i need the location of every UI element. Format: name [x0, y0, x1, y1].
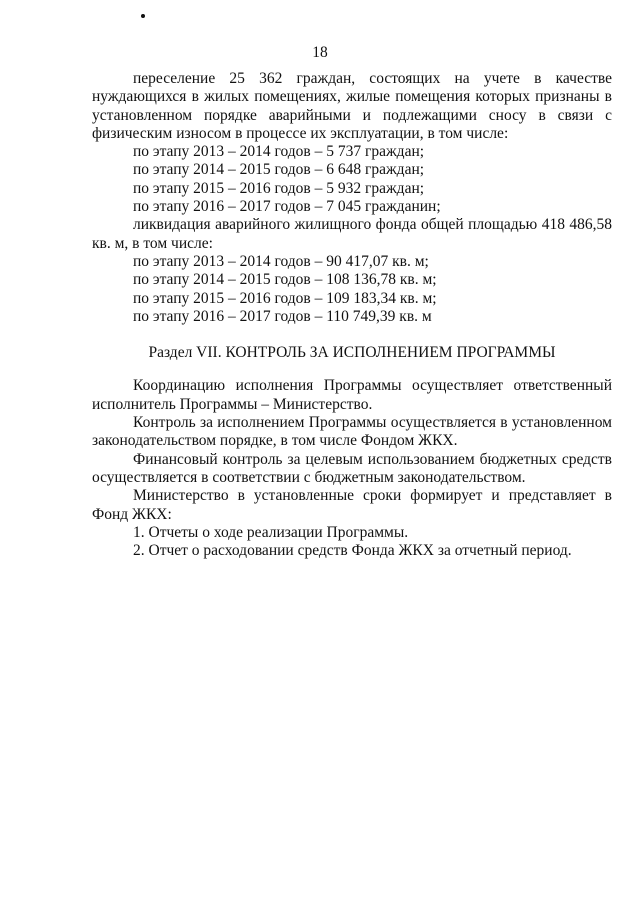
list-item: по этапу 2015 – 2016 годов – 5 932 граждан;	[133, 179, 425, 197]
list-item: 2. Отчет о расходовании средств Фонда ЖКХ за отчетный период.	[133, 542, 572, 560]
list-item: по этапу 2015 – 2016 годов – 109 183,34 кв. м;	[133, 289, 437, 307]
document-body	[92, 70, 612, 560]
list-item: по этапу 2016 – 2017 годов – 7 045 гражданин;	[133, 198, 441, 216]
page-number: 18	[312, 44, 328, 61]
list-item: по этапу 2013 – 2014 годов – 5 737 граждан;	[133, 143, 425, 161]
resettlement-paragraph: переселение 25 362 граждан, состоящих на учете в качестве нуждающихся в жилых помещениях, жилые помещения которых признаны в установленном порядке аварийными и подлежащими сносу в связи с физическим износом в процессе их эксплуатации, в том числе:	[92, 70, 612, 142]
list-item: по этапу 2013 – 2014 годов – 90 417,07 кв. м;	[133, 252, 429, 270]
section-heading: Раздел VII. КОНТРОЛЬ ЗА ИСПОЛНЕНИЕМ ПРОГРАММЫ	[148, 344, 556, 362]
list-item: 1. Отчеты о ходе реализации Программы.	[133, 523, 409, 541]
financial-control-paragraph: Финансовый контроль за целевым использованием бюджетных средств осуществляется в соответствии с бюджетным законодательством.	[92, 450, 612, 486]
coordination-paragraph: Координацию исполнения Программы осуществляет ответственный исполнитель Программы – Министерство.	[92, 377, 612, 413]
list-item: по этапу 2014 – 2015 годов – 6 648 граждан;	[133, 161, 425, 179]
reporting-paragraph: Министерство в установленные сроки формирует и представляет в Фонд ЖКХ:	[92, 487, 612, 523]
control-paragraph: Контроль за исполнением Программы осуществляется в установленном законодательством порядке, в том числе Фондом ЖКХ.	[92, 414, 612, 450]
list-item: по этапу 2014 – 2015 годов – 108 136,78 кв. м;	[133, 271, 437, 289]
liquidation-paragraph: ликвидация аварийного жилищного фонда общей площадью 418 486,58 кв. м, в том числе:	[92, 216, 612, 252]
list-item: по этапу 2016 – 2017 годов – 110 749,39 кв. м	[133, 307, 432, 325]
scan-dot-mark	[141, 14, 145, 18]
